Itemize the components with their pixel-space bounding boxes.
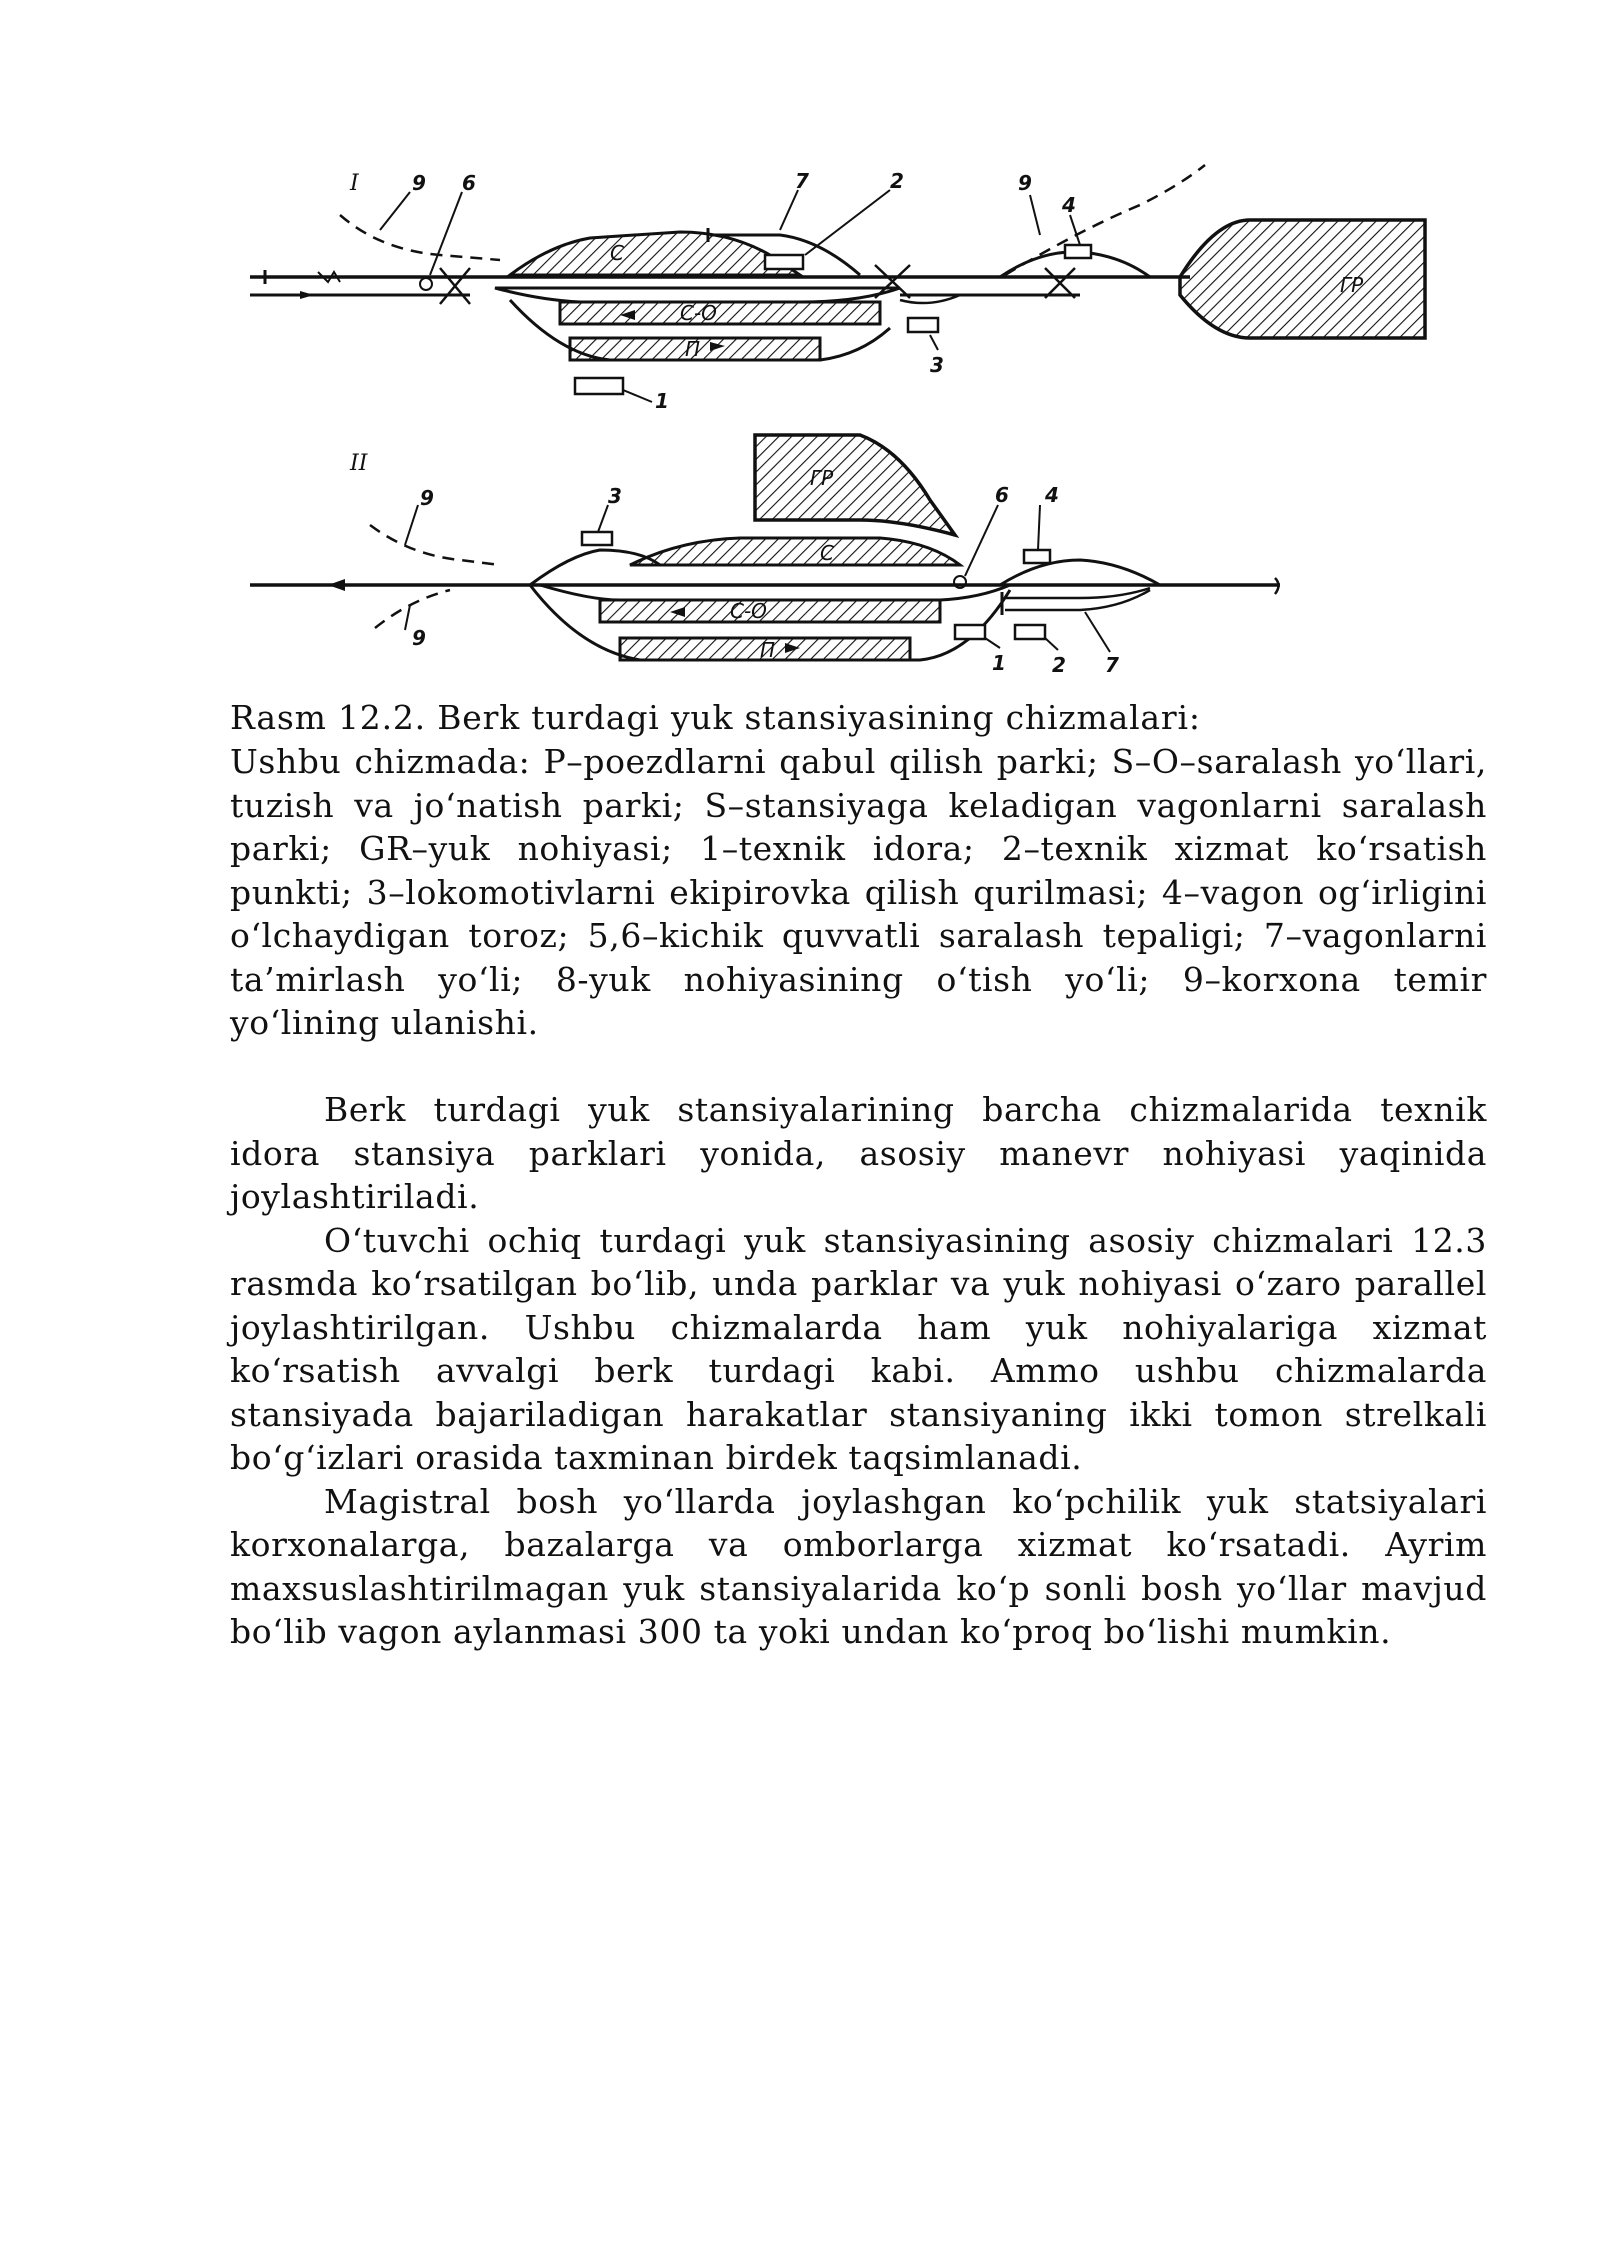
scheme-1-dashed-siding-left <box>340 215 500 260</box>
scheme-1-object-1 <box>575 378 623 394</box>
scheme-2-park-co-label: С-О <box>730 599 767 623</box>
scheme-1-park-co <box>560 302 880 324</box>
scheme-2-object-2 <box>1015 625 1045 639</box>
scheme-1-park-co-label: С-О <box>680 301 717 325</box>
scheme-2-num-4: 4 <box>1045 483 1059 507</box>
paragraph-1: Berk turdagi yuk stansiyalarining barcha chizmalarida texnik idora stansiya parklari yonida, asosiy manevr nohiyasi yaqinida joylashtiriladi. <box>230 1090 1487 1216</box>
scheme-1-object-4 <box>1065 245 1091 258</box>
figure-caption-legend: Ushbu chizmada: P–poezdlarni qabul qilish parki; S–O–saralash yo‘llari, tuzish va jo‘natish parki; S–stansiyaga keladigan vagonlarni saralash parki; GR–yuk nohiyasi; 1–texnik idora; 2–texnik xizmat ko‘rsatish punkti; 3–lokomotivlarni ekipirovka qilish qurilmasi; 4–vagon og‘irligini o‘lchaydigan toroz; 5,6–kichik quvvatli saralash tepaligi; 7–vagonlarni ta’mirlash yo‘li; 8-yuk nohiyasining o‘tish yo‘li; 9–korxona temir yo‘lining ulanishi. <box>230 742 1487 1042</box>
scheme-2 <box>250 435 1280 677</box>
scheme-2-park-p-label: П <box>760 638 776 662</box>
scheme-2-leader-4 <box>1038 505 1040 550</box>
scheme-1-gr-label: ГР <box>1340 273 1364 297</box>
scheme-2-park-c <box>630 538 960 565</box>
scheme-1-park-c <box>510 232 800 275</box>
scheme-1-object-3 <box>908 318 938 332</box>
scheme-1-leader-7 <box>780 190 798 230</box>
scheme-1-num-4: 4 <box>1062 193 1076 217</box>
scheme-1-leader-6 <box>430 192 462 275</box>
scheme-1-num-3: 3 <box>930 353 944 377</box>
scheme-2-object-1 <box>955 625 985 639</box>
scheme-1-leader-3 <box>930 335 938 350</box>
body-text <box>230 1088 1487 1654</box>
station-diagram <box>240 160 1440 680</box>
scheme-2-gr-label: ГР <box>810 466 834 490</box>
scheme-1-leader-4 <box>1070 215 1080 245</box>
scheme-1-leader-1 <box>623 390 652 402</box>
scheme-1-gr-area <box>1180 220 1425 338</box>
scheme-1-label: I <box>350 171 359 196</box>
scheme-2-num-7: 7 <box>1105 653 1119 677</box>
scheme-2-num-2: 2 <box>1052 653 1066 677</box>
scheme-1-arrow <box>300 291 314 299</box>
scheme-1-object-2 <box>765 255 803 269</box>
scheme-1-crossover-left <box>440 268 470 304</box>
scheme-2-dashed-siding-top <box>370 525 500 565</box>
scheme-2-leader-2 <box>1045 638 1058 650</box>
scheme-2-num-9b: 9 <box>412 626 426 650</box>
scheme-1-crossover-middle <box>875 265 910 298</box>
scheme-1-num-7: 7 <box>795 169 809 193</box>
scheme-2-leader-6 <box>965 505 998 576</box>
scheme-1-leader-9b <box>1030 195 1040 235</box>
scheme-1-park-co-outline <box>495 288 900 302</box>
scheme-1-park-c-label: С <box>610 241 624 265</box>
scheme-2-loop-3 <box>530 550 660 585</box>
scheme-2-arrow <box>328 579 345 591</box>
scheme-2-gr-area <box>755 435 955 535</box>
paragraph-3: Magistral bosh yo‘llarda joylashgan ko‘pchilik yuk statsiyalari korxonalarga, bazalarga va omborlarga xizmat ko‘rsatadi. Ayrim maxsuslashtirilmagan yuk stansiyalarida ko‘p sonli bosh yo‘llar mavjud bo‘lib vagon aylanmasi 300 ta yoki undan ko‘proq bo‘lishi mumkin. <box>230 1481 1487 1651</box>
scheme-1-num-9a: 9 <box>412 171 426 195</box>
scheme-2-leader-9a <box>405 505 418 545</box>
scheme-2-object-3 <box>582 532 612 545</box>
scheme-1-num-6: 6 <box>462 171 476 195</box>
scheme-2-leader-9b <box>405 605 410 630</box>
scheme-2-num-1: 1 <box>992 651 1006 675</box>
scheme-2-repair-track-a <box>1005 588 1150 598</box>
scheme-1-leader-9a <box>380 192 410 230</box>
scheme-2-leader-3 <box>598 505 608 532</box>
scheme-1-num-9b: 9 <box>1018 171 1032 195</box>
scheme-2-dashed-siding-bottom <box>375 590 450 628</box>
figure-caption-title: Rasm 12.2. Berk turdagi yuk stansiyasining chizmalari: <box>230 698 1201 737</box>
scheme-1-num-1: 1 <box>655 389 669 413</box>
scheme-2-num-9a: 9 <box>420 486 434 510</box>
scheme-2-park-co-outline <box>540 585 1010 600</box>
scheme-1-park-p-label: П <box>685 337 701 361</box>
scheme-2-label: II <box>350 451 368 476</box>
scheme-2-object-4 <box>1024 550 1050 563</box>
scheme-1 <box>250 165 1425 413</box>
scheme-2-num-3: 3 <box>608 484 622 508</box>
scheme-2-park-c-label: С <box>820 541 834 565</box>
scheme-2-num-6: 6 <box>995 483 1009 507</box>
scheme-1-leader-2 <box>805 190 890 255</box>
scheme-1-num-2: 2 <box>890 169 904 193</box>
scheme-2-leader-7 <box>1085 612 1110 652</box>
scheme-2-park-co <box>600 600 940 622</box>
scheme-2-leader-1 <box>985 638 1000 648</box>
scheme-1-hump-marker <box>420 278 432 290</box>
paragraph-2: O‘tuvchi ochiq turdagi yuk stansiyasining asosiy chizmalari 12.3 rasmda ko‘rsatilgan bo‘lib, unda parklar va yuk nohiyasi o‘zaro parallel joylashtirilgan. Ushbu chizmalarda ham yuk nohiyalariga xizmat ko‘rsatish avvalgi berk turdagi kabi. Ammo ushbu chizmalarda stansiyada bajariladigan harakatlar stansiyaning ikki tomon strelkali bo‘g‘izlari orasida taxminan birdek taqsimlanadi. <box>230 1220 1487 1477</box>
station-schematics-svg <box>240 160 1440 680</box>
